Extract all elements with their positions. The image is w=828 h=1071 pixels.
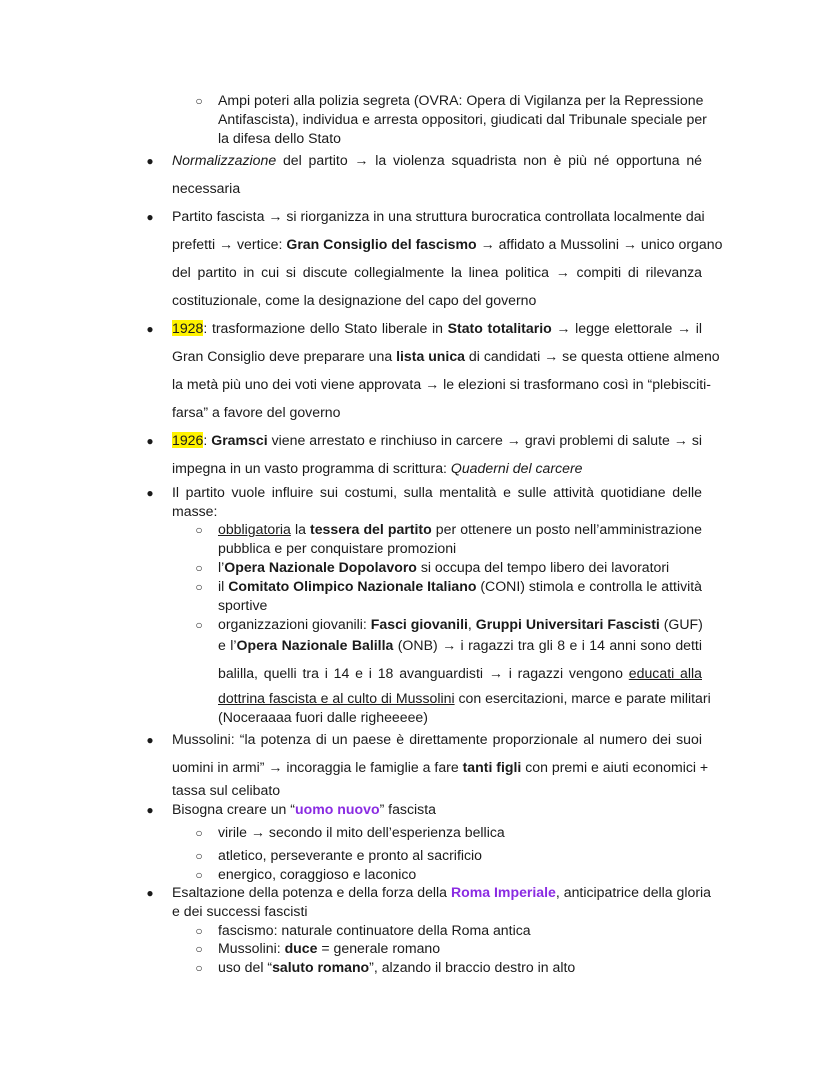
text-fragment: Gran Consiglio deve preparare una <box>172 348 397 364</box>
text-line: necessaria <box>172 180 241 196</box>
circle-bullet-icon: ○ <box>195 618 203 632</box>
bold-term: Opera Nazionale Dopolavoro <box>224 559 417 575</box>
text-fragment: → affidato a Mussolini → unico organo <box>476 236 723 252</box>
bold-term: Comitato Olimpico Nazionale Italiano <box>228 578 477 594</box>
text-line: la difesa dello Stato <box>218 130 342 146</box>
italic-title: Quaderni del carcere <box>450 460 583 476</box>
text-fragment: si occupa del tempo libero dei lavoratori <box>416 559 670 575</box>
text-fragment: e l’ <box>218 637 237 653</box>
bullet-icon: ● <box>146 803 154 817</box>
circle-bullet-icon: ○ <box>195 924 203 938</box>
bullet-icon: ● <box>146 733 154 747</box>
text-fragment: viene arrestato e rinchiuso in carcere → gravi problemi di salute → si <box>267 432 702 448</box>
circle-bullet-icon: ○ <box>195 523 203 537</box>
text-fragment: impegna in un vasto programma di scrittura: <box>172 460 451 476</box>
text-line <box>218 521 702 537</box>
bullet-icon: ● <box>146 434 154 448</box>
text-fragment: (GUF) <box>659 616 703 632</box>
text-fragment: (ONB) → i ragazzi tra gli 8 e i 14 anni sono detti <box>393 637 702 653</box>
text-line <box>218 578 702 594</box>
text-line <box>218 665 702 681</box>
bullet-icon: ● <box>146 486 154 500</box>
text-fragment: Bisogna creare un “ <box>172 801 295 817</box>
circle-bullet-icon: ○ <box>195 580 203 594</box>
text-fragment: , anticipatrice della gloria <box>555 884 712 900</box>
text-line: masse: <box>172 503 218 519</box>
bullet-icon: ● <box>146 322 154 336</box>
text-line: Antifascista), individua e arresta oppositori, giudicati dal Tribunale speciale per <box>218 111 707 127</box>
text-fragment: l’ <box>218 559 225 575</box>
text-line: virile → secondo il mito dell’esperienza bellica <box>218 824 505 840</box>
text-line <box>172 460 583 476</box>
text-fragment: prefetti → vertice: <box>172 236 287 252</box>
text-fragment: per ottenere un posto nell’amministrazione <box>431 521 702 537</box>
circle-bullet-icon: ○ <box>195 961 203 975</box>
circle-bullet-icon: ○ <box>195 94 203 108</box>
bold-term: Stato totalitario <box>447 320 552 336</box>
text-line <box>218 616 702 632</box>
bold-term: saluto romano <box>272 959 370 975</box>
circle-bullet-icon: ○ <box>195 868 203 882</box>
text-line: Ampi poteri alla polizia segreta (OVRA: Opera di Vigilanza per la Repressione <box>218 92 704 108</box>
text-line <box>218 690 711 706</box>
text-line: Mussolini: “la potenza di un paese è direttamente proporzionale al numero dei suoi <box>172 731 702 747</box>
bold-term: Gramsci <box>211 432 268 448</box>
text-fragment: → legge elettorale → il <box>551 320 703 336</box>
text-line: tassa sul celibato <box>172 782 281 798</box>
year-highlight: 1928 <box>172 320 204 336</box>
underlined-term: educati alla <box>628 665 702 681</box>
text-fragment: , <box>467 616 476 632</box>
text-line: costituzionale, come la designazione del capo del governo <box>172 292 537 308</box>
bullet-icon: ● <box>146 886 154 900</box>
text-line <box>172 801 436 817</box>
bold-term: duce <box>284 940 318 956</box>
text-fragment: Mussolini: <box>218 940 285 956</box>
text-line <box>172 348 720 364</box>
text-line <box>172 236 723 252</box>
text-fragment: ” fascista <box>379 801 436 817</box>
text-line <box>172 759 709 775</box>
text-line <box>218 637 702 653</box>
circle-bullet-icon: ○ <box>195 849 203 863</box>
text-fragment: di candidati → se questa ottiene almeno <box>465 348 720 364</box>
text-fragment: con premi e aiuti economici + <box>521 759 709 775</box>
circle-bullet-icon: ○ <box>195 561 203 575</box>
text-line <box>172 152 702 168</box>
text-fragment: (CONI) stimola e controlla le attività <box>476 578 703 594</box>
text-line: del partito in cui si discute collegialmente la linea politica → compiti di rilevanza <box>172 264 702 280</box>
text-fragment: : trasformazione dello Stato liberale in <box>203 320 448 336</box>
text-fragment: balilla, quelli tra i 14 e i 18 avanguardisti → i ragazzi vengono <box>218 665 629 681</box>
underlined-term: dottrina fascista e al culto di Mussolini <box>218 690 455 706</box>
text-line: sportive <box>218 597 268 613</box>
text-line: farsa” a favore del governo <box>172 404 341 420</box>
bold-term: tessera del partito <box>310 521 432 537</box>
bold-term: Fasci giovanili <box>370 616 468 632</box>
purple-term: Roma Imperiale <box>450 884 556 900</box>
term-normalizzazione: Normalizzazione <box>172 152 277 168</box>
text-fragment: ”, alzando il braccio destro in alto <box>369 959 576 975</box>
text-line <box>218 959 575 975</box>
text-line: pubblica e per conquistare promozioni <box>218 540 457 556</box>
underlined-term: obbligatoria <box>218 521 291 537</box>
bullet-icon: ● <box>146 210 154 224</box>
text-line <box>172 320 702 336</box>
text-line: Partito fascista → si riorganizza in una struttura burocratica controllata localmente dai <box>172 208 705 224</box>
text-fragment: con esercitazioni, marce e parate militari <box>454 690 711 706</box>
text-fragment: : <box>203 432 212 448</box>
text-line <box>172 432 702 448</box>
text-fragment: uomini in armi” → incoraggia le famiglie a fare <box>172 759 463 775</box>
text-line: (Noceraaaa fuori dalle righeeeee) <box>218 709 428 725</box>
bold-term: lista unica <box>396 348 466 364</box>
text-line: la metà più uno dei voti viene approvata → le elezioni si trasformano così in “plebisciti- <box>172 376 711 392</box>
text-fragment: uso del “ <box>218 959 273 975</box>
bullet-icon: ● <box>146 154 154 168</box>
text-fragment: organizzazioni giovanili: <box>218 616 371 632</box>
circle-bullet-icon: ○ <box>195 942 203 956</box>
text-fragment: la <box>290 521 310 537</box>
text-line <box>218 940 440 956</box>
text-fragment: = generale romano <box>317 940 441 956</box>
text-line: Il partito vuole influire sui costumi, sulla mentalità e sulle attività quotidiane delle <box>172 484 702 500</box>
text-fragment: del partito → la violenza squadrista non è più né opportuna né <box>282 152 703 168</box>
text-line: energico, coraggioso e laconico <box>218 866 417 882</box>
text-fragment: il <box>218 578 229 594</box>
purple-term: uomo nuovo <box>295 801 380 817</box>
text-line: atletico, perseverante e pronto al sacrificio <box>218 847 483 863</box>
text-fragment: Esaltazione della potenza e della forza della <box>172 884 451 900</box>
bold-term: tanti figli <box>462 759 522 775</box>
bold-term: Opera Nazionale Balilla <box>236 637 394 653</box>
text-line <box>172 884 712 900</box>
text-line <box>218 559 669 575</box>
year-highlight: 1926 <box>172 432 204 448</box>
text-line: e dei successi fascisti <box>172 903 308 919</box>
text-line: fascismo: naturale continuatore della Roma antica <box>218 922 531 938</box>
bold-term: Gran Consiglio del fascismo <box>286 236 477 252</box>
circle-bullet-icon: ○ <box>195 826 203 840</box>
bold-term: Gruppi Universitari Fascisti <box>475 616 660 632</box>
